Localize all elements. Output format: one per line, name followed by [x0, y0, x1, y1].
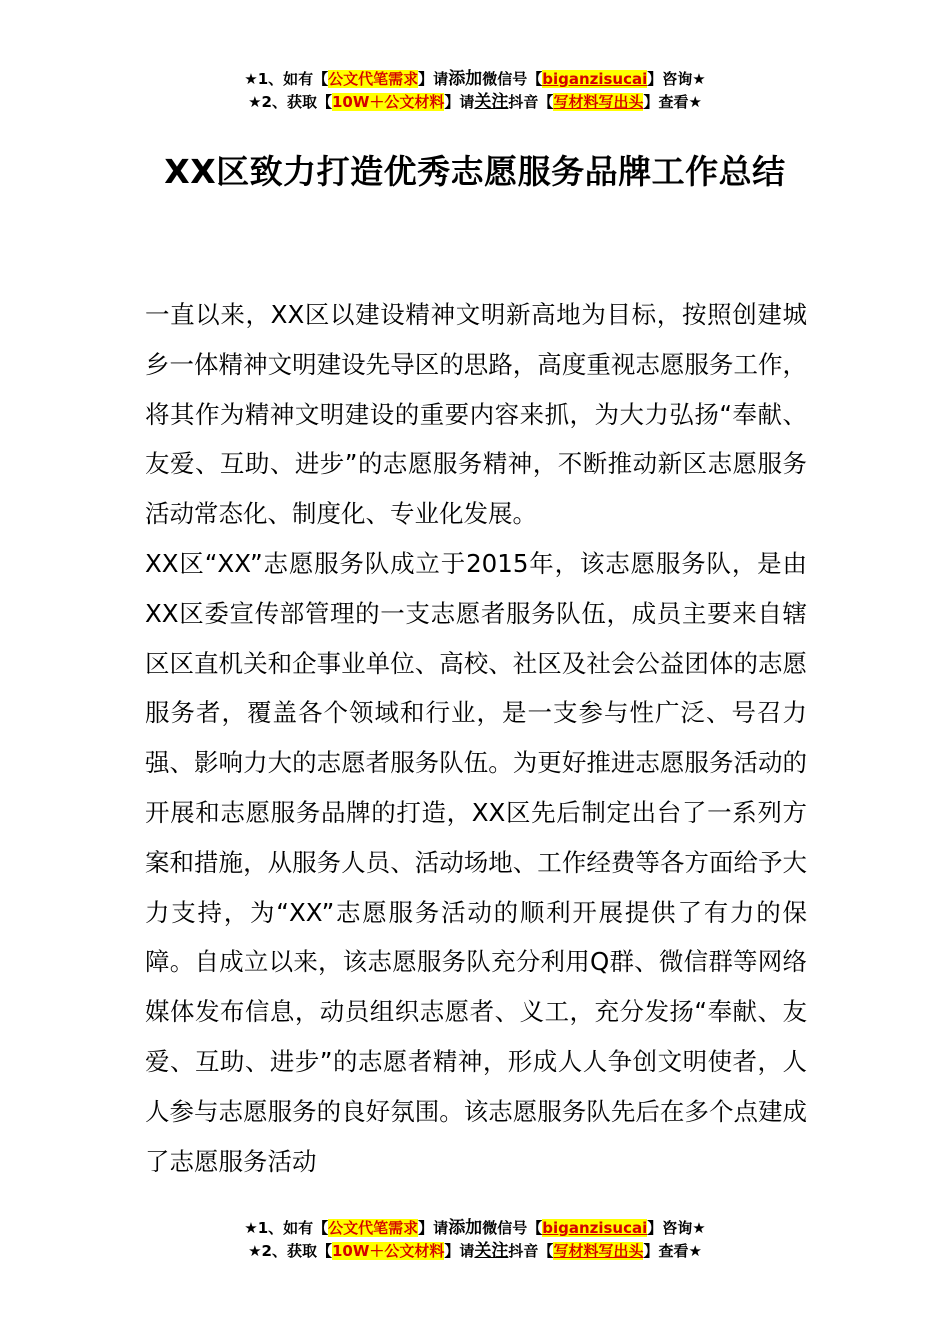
promo-text: 微信号【 [482, 1219, 543, 1237]
promo-emphasis: 添加 [448, 1218, 483, 1238]
body-paragraph: 一直以来，XX区以建设精神文明新高地为目标，按照创建城乡一体精神文明建设先导区的思路，高度重视志愿服务工作，将其作为精神文明建设的重要内容来抓，为大力弘扬“奉献、友爱、互助、进步”的志愿服务精神，不断推动新区志愿服务活动常态化、制度化、专业化发展。 [145, 300, 807, 529]
promo-emphasis: 关注 [474, 92, 509, 112]
douyin-account-highlight: 写材料写出头 [553, 93, 644, 111]
promo-text: ★2、获取【 [248, 1242, 332, 1260]
promo-line-1 [0, 68, 950, 91]
document-body [145, 290, 807, 1186]
document-title: XX区致力打造优秀志愿服务品牌工作总结 [164, 152, 786, 191]
promo-highlight: 10W＋公文材料 [331, 1242, 445, 1260]
body-paragraph: XX区“XX”志愿服务队成立于2015年，该志愿服务队，是由XX区委宣传部管理的一支志愿者服务队伍，成员主要来自辖区区直机关和企事业单位、高校、社区及社会公益团体的志愿服务者，覆盖各个领域和行业，是一支参与性广泛、号召力强、影响力大的志愿者服务队伍。为更好推进志愿服务活动的开展和志愿服务品牌的打造，XX区先后制定出台了一系列方案和措施，从服务人员、活动场地、工作经费等各方面给予大力支持，为“XX”志愿服务活动的顺利开展提供了有力的保障。自成立以来，该志愿服务队充分利用Q群、微信群等网络媒体发布信息，动员组织志愿者、义工，充分发扬“奉献、友爱、互助、进步”的志愿者精神，形成人人争创文明使者，人人参与志愿服务的良好氛围。该志愿服务队先后在多个点建成了志愿服务活动 [145, 548, 807, 1176]
promo-text: ★1、如有【 [244, 70, 329, 88]
promo-highlight: 公文代笔需求 [328, 70, 419, 88]
promo-text: 】查看★ [643, 93, 702, 111]
wechat-id-link[interactable]: biganzisucai [542, 1219, 648, 1237]
promo-text: 】查看★ [643, 1242, 702, 1260]
promo-text: 】请 [444, 1242, 475, 1260]
promo-text: 微信号【 [482, 70, 543, 88]
promo-emphasis: 关注 [474, 1241, 509, 1261]
promo-text: 抖音【 [508, 93, 554, 111]
promo-highlight: 公文代笔需求 [328, 1219, 419, 1237]
promo-text: 】咨询★ [647, 70, 706, 88]
promo-header [0, 68, 950, 114]
promo-text: ★2、获取【 [248, 93, 332, 111]
promo-line-2 [0, 1240, 950, 1263]
promo-text: 抖音【 [508, 1242, 554, 1260]
douyin-account-highlight: 写材料写出头 [553, 1242, 644, 1260]
promo-footer [0, 1217, 950, 1263]
promo-line-1 [0, 1217, 950, 1240]
promo-text: 】咨询★ [647, 1219, 706, 1237]
promo-text: 】请 [418, 1219, 449, 1237]
promo-highlight: 10W＋公文材料 [331, 93, 445, 111]
promo-text: 】请 [418, 70, 449, 88]
promo-emphasis: 添加 [448, 69, 483, 89]
wechat-id-link[interactable]: biganzisucai [542, 70, 648, 88]
promo-text: 】请 [444, 93, 475, 111]
promo-line-2 [0, 91, 950, 114]
promo-text: ★1、如有【 [244, 1219, 329, 1237]
